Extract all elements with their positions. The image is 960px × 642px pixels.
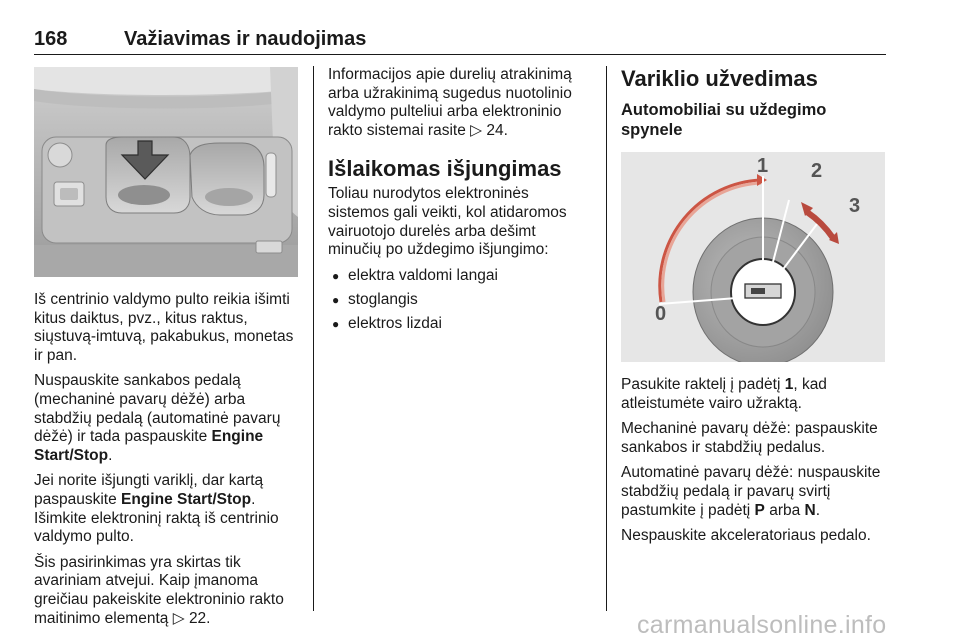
control-name: Engine Start/Stop (121, 490, 252, 508)
page-ref-arrow-icon: ▷ (172, 609, 185, 627)
page-header (34, 28, 886, 55)
chapter-title: Važiavimas ir naudojimas (124, 28, 367, 50)
page-reference-link[interactable]: 24. (486, 121, 508, 139)
column-divider (606, 66, 607, 611)
paragraph: Pasukite raktelį į padėtį 1, kad atleistumėte vairo užraktą. (621, 376, 827, 412)
section-heading: Išlaikomas išjungimas (328, 156, 562, 182)
list-item: ● elektros lizdai (328, 315, 590, 334)
position-label-1: 1 (757, 155, 769, 177)
section-heading: Variklio užvedimas (621, 66, 818, 91)
position-label-2: 2 (811, 160, 823, 182)
column-3-header (621, 66, 887, 140)
subsection-heading: Automobiliai su uždegimo spynele (621, 101, 827, 139)
position-label-3: 3 (849, 195, 861, 217)
paragraph: Jei norite išjungti variklį, dar kartą paspauskite Engine Start/Stop. Išimkite elektroninį raktą iš centrinio valdymo pulto. (34, 472, 279, 546)
paragraph: Nuspauskite sankabos pedalą (mechaninė pavarų dėžė) arba stabdžių pedalą (automatinė pavarų dėžė) ir tada paspauskite Engine Start/Stop. (34, 372, 281, 464)
column-2 (328, 66, 590, 339)
list-item: ● stoglangis (328, 291, 590, 310)
page-ref-arrow-icon: ▷ (470, 121, 483, 139)
paragraph: Šis pasirinkimas yra skirtas tik avariniam atvejui. Kaip įmanoma greičiau pakeiskite elektroninio rakto maitinimo elementą ▷ 22. (34, 553, 284, 627)
position-label-0: 0 (655, 303, 667, 325)
center-console-illustration (34, 67, 298, 277)
watermark: carmanualsonline.info (637, 611, 887, 639)
control-name: Engine Start/Stop (34, 428, 264, 464)
paragraph: Nespauskite akceleratoriaus pedalo. (621, 527, 871, 545)
column-3 (621, 376, 887, 553)
list-item: ● elektra valdomi langai (328, 267, 590, 286)
ignition-switch-illustration (621, 152, 885, 362)
page-number: 168 (34, 28, 68, 50)
paragraph: Iš centrinio valdymo pulto reikia išimti kitus daiktus, pvz., kitus raktus, siųstuvą-imtuvą, pakabukus, monetas ir pan. (34, 291, 294, 364)
paragraph: Automatinė pavarų dėžė: nuspauskite stabdžių pedalą ir pavarų svirtį pastumkite į padėtį P arba N. (621, 464, 881, 519)
column-divider (313, 66, 314, 611)
paragraph: Mechaninė pavarų dėžė: paspauskite sankabos ir stabdžių pedalus. (621, 420, 878, 456)
page-reference-link[interactable]: 22. (188, 609, 211, 627)
paragraph: Toliau nurodytos elektroninės sistemos gali veikti, kol atidaromos vairuotojo durelės arba dešimt minučių po uždegimo išjungimo: (328, 185, 567, 259)
paragraph: Informacijos apie durelių atrakinimą arba užrakinimą sugedus nuotolinio valdymo pulteliui arba elektroninio rakto sistemai rasite ▷ 24. (328, 66, 572, 139)
bullet-list (328, 267, 590, 334)
column-1 (34, 291, 304, 635)
